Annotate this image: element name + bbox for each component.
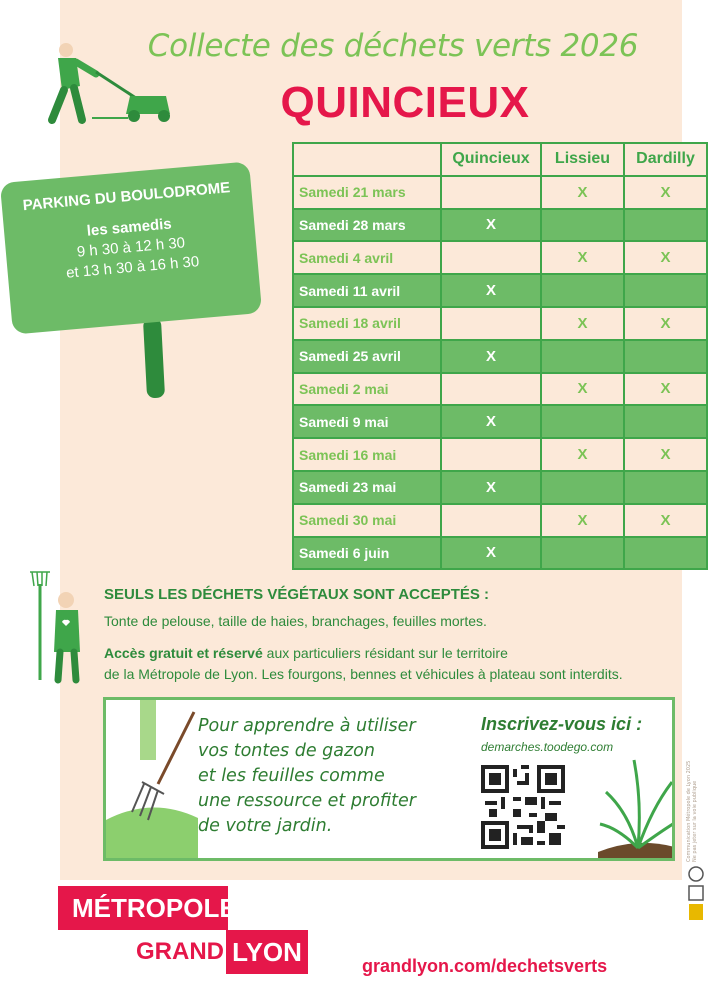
logo-lyon: LYON xyxy=(226,930,308,974)
register-title: Inscrivez-vous ici : xyxy=(481,714,643,734)
table-row xyxy=(293,438,707,471)
column-header: Quincieux xyxy=(441,143,541,176)
collection-mark xyxy=(441,438,541,471)
collection-date: Samedi 30 mai xyxy=(293,504,441,537)
collection-mark: X xyxy=(624,504,707,537)
table-row xyxy=(293,405,707,438)
collection-mark xyxy=(541,405,624,438)
collection-date: Samedi 2 mai xyxy=(293,373,441,406)
collection-mark: X xyxy=(624,307,707,340)
table-row xyxy=(293,340,707,373)
table-row xyxy=(293,241,707,274)
promo-text-line: une ressource et profiter xyxy=(198,791,416,811)
collection-mark: X xyxy=(624,176,707,209)
credit-line: Communication Métropole de Lyon 2025 xyxy=(686,760,692,862)
collection-mark xyxy=(441,373,541,406)
collection-mark: X xyxy=(441,209,541,242)
city-name: QUINCIEUX xyxy=(280,78,530,127)
collection-date: Samedi 18 avril xyxy=(293,307,441,340)
collection-mark: X xyxy=(541,241,624,274)
collection-mark xyxy=(624,340,707,373)
collection-mark xyxy=(441,176,541,209)
collection-mark: X xyxy=(441,340,541,373)
column-header: Lissieu xyxy=(541,143,624,176)
collection-mark: X xyxy=(441,274,541,307)
collection-date: Samedi 11 avril xyxy=(293,274,441,307)
table-row xyxy=(293,274,707,307)
collection-mark xyxy=(624,537,707,570)
collection-mark: X xyxy=(541,438,624,471)
table-row xyxy=(293,471,707,504)
collection-mark xyxy=(541,471,624,504)
collection-mark: X xyxy=(624,438,707,471)
collection-mark xyxy=(541,274,624,307)
logo-grand: GRAND xyxy=(136,938,224,965)
column-header: Dardilly xyxy=(624,143,707,176)
collection-date: Samedi 4 avril xyxy=(293,241,441,274)
table-row xyxy=(293,373,707,406)
collection-mark xyxy=(624,274,707,307)
location-sign xyxy=(0,161,262,334)
sign-hours-morning: 9 h 30 à 12 h 30 xyxy=(76,234,186,261)
plant-illustration xyxy=(598,752,675,861)
sign-days: les samedis xyxy=(86,215,173,240)
accepted-waste-list: Tonte de pelouse, taille de haies, branchages, feuilles mortes. xyxy=(104,613,487,629)
table-header-row xyxy=(293,143,707,176)
collection-mark xyxy=(624,209,707,242)
promo-text-line: Pour apprendre à utiliser xyxy=(198,716,416,736)
table-row xyxy=(293,504,707,537)
credit-line: Ne pas jeter sur la voie publique xyxy=(692,780,698,862)
register-url[interactable]: demarches.toodego.com xyxy=(481,740,614,754)
table-row xyxy=(293,537,707,570)
collection-mark: X xyxy=(541,176,624,209)
qr-code[interactable] xyxy=(481,765,565,849)
workshop-promo-box xyxy=(103,697,675,861)
promo-text-line: et les feuilles comme xyxy=(198,766,385,786)
collection-date: Samedi 21 mars xyxy=(293,176,441,209)
collection-mark xyxy=(624,405,707,438)
sign-hours-afternoon: et 13 h 30 à 16 h 30 xyxy=(65,253,200,282)
collection-mark xyxy=(441,307,541,340)
collection-mark: X xyxy=(541,504,624,537)
metropole-logo-top: MÉTROPOLE xyxy=(58,886,228,930)
collection-mark xyxy=(541,340,624,373)
collection-mark xyxy=(624,471,707,504)
collection-date: Samedi 6 juin xyxy=(293,537,441,570)
access-rest: aux particuliers résidant sur le territoire xyxy=(262,645,508,661)
recycling-icons xyxy=(686,866,706,922)
table-row xyxy=(293,176,707,209)
collection-mark xyxy=(541,537,624,570)
collection-date: Samedi 16 mai xyxy=(293,438,441,471)
collection-date: Samedi 9 mai xyxy=(293,405,441,438)
collection-mark: X xyxy=(441,471,541,504)
collection-date: Samedi 25 avril xyxy=(293,340,441,373)
access-bold: Accès gratuit et réservé xyxy=(104,645,263,661)
collection-mark: X xyxy=(624,373,707,406)
collection-mark xyxy=(541,209,624,242)
collection-mark xyxy=(441,504,541,537)
collection-date: Samedi 28 mars xyxy=(293,209,441,242)
pitchfork-illustration xyxy=(106,700,198,861)
promo-text xyxy=(198,714,473,839)
print-credit xyxy=(686,761,698,862)
collection-date: Samedi 23 mai xyxy=(293,471,441,504)
rake-gardener-illustration xyxy=(28,568,88,686)
promo-text-line: de votre jardin. xyxy=(198,816,333,836)
collection-mark xyxy=(441,241,541,274)
accepted-waste-headline: SEULS LES DÉCHETS VÉGÉTAUX SONT ACCEPTÉS : xyxy=(104,586,490,603)
sign-place: PARKING DU BOULODROME xyxy=(22,179,231,215)
collection-mark: X xyxy=(441,537,541,570)
collection-mark: X xyxy=(624,241,707,274)
collection-mark: X xyxy=(441,405,541,438)
table-row xyxy=(293,209,707,242)
collection-schedule-table xyxy=(292,142,708,570)
table-row xyxy=(293,307,707,340)
promo-text-line: vos tontes de gazon xyxy=(198,741,375,761)
access-line-2: de la Métropole de Lyon. Les fourgons, bennes et véhicules à plateau sont interdits. xyxy=(104,666,623,682)
collection-mark: X xyxy=(541,307,624,340)
poster-title: Collecte des déchets verts 2026 xyxy=(147,28,639,64)
website-url[interactable]: grandlyon.com/dechetsverts xyxy=(362,956,608,976)
collection-mark: X xyxy=(541,373,624,406)
access-line-1 xyxy=(104,644,508,663)
table-header-empty xyxy=(293,143,441,176)
